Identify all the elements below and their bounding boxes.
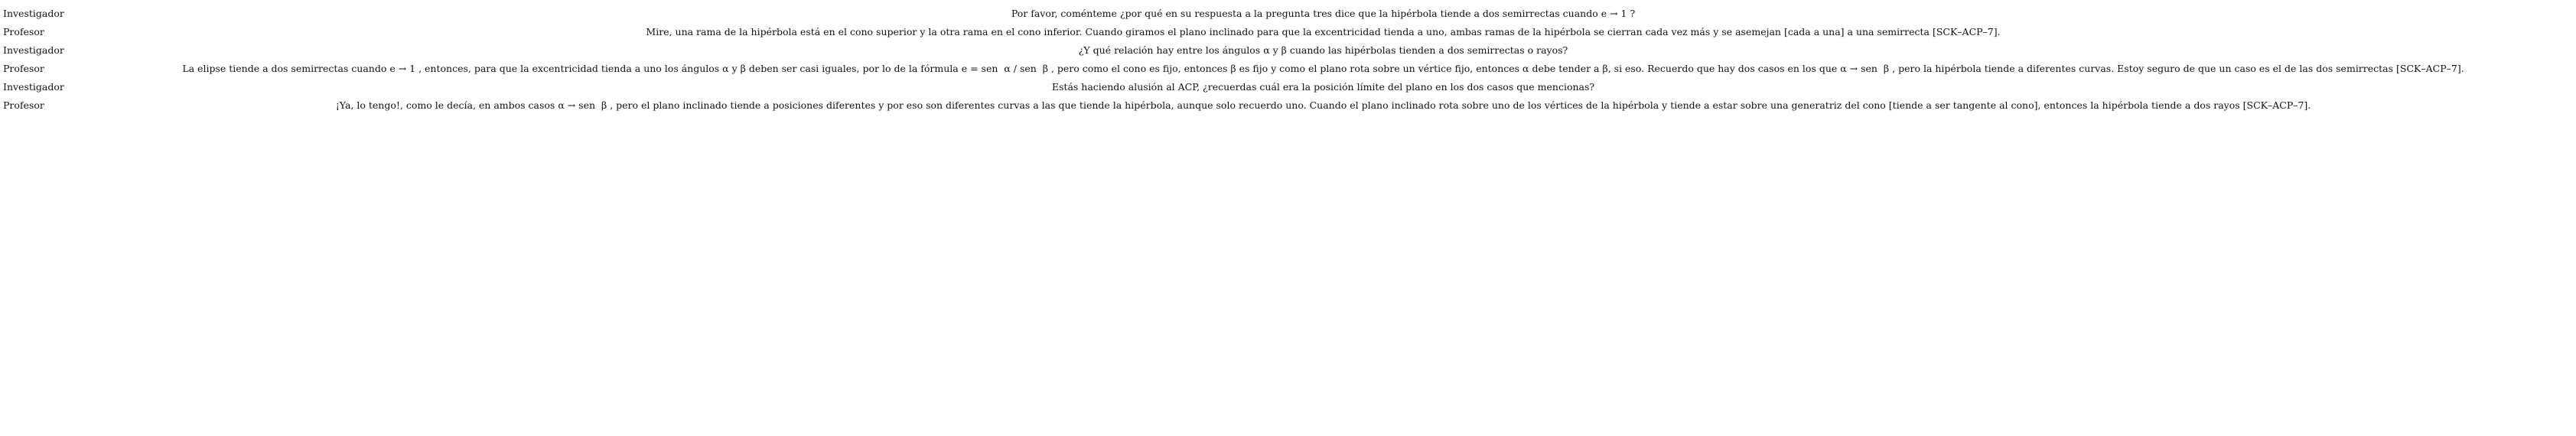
utterance-text: ¡Ya, lo tengo!, como le decía, en ambos casos α → sen ⁡ β , pero el plano inclinado tiende a posiciones diferentes y por eso son diferentes curvas a las que tiende la hipérbola, aunque solo recuerdo uno. Cuando el plano inclinado rota sobre uno de los vértices de la hipérbola y tiende a estar sobre una generatriz del cono [tiende a ser tangente al cono], entonces la hipérbola tiende a dos rayos [SCK–ACP–7]. [335, 99, 2311, 111]
utterance-text: Estás haciendo alusión al ACP, ¿recuerdas cuál era la posición límite del plano en los dos casos que mencionas? [1051, 81, 1595, 93]
utterance-text: Mire, una rama de la hipérbola está en el cono superior y la otra rama en el cono inferior. Cuando giramos el plano inclinado para que la excentricidad tienda a uno, ambas ramas de la hipérbola se cierran cada vez más y se asemejan [cada a una] a una semirrecta [SCK–ACP–7]. [646, 26, 2001, 37]
transcript-row [3, 60, 2573, 78]
transcript-row [3, 5, 2573, 23]
utterance-text: La elipse tiende a dos semirrectas cuando e → 1 , entonces, para que la excentricidad tienda a uno los ángulos α y β deben ser casi iguales, por lo de la fórmula e = sen ⁡ α / sen ⁡ β , pero como el cono es fijo, entonces β es fijo y como el plano rota sobre un vértice fijo, entonces α debe tender a β, si eso. Recuerdo que hay dos casos en los que α → sen ⁡ β , pero la hipérbola tiende a diferentes curvas. Estoy seguro de que un caso es el de las dos semirrectas [SCK–ACP–7]. [182, 63, 2464, 74]
speaker-label: Investigador [3, 8, 64, 19]
transcript-table [3, 5, 2573, 115]
utterance-text: Por favor, coménteme ¿por qué en su respuesta a la pregunta tres dice que la hipérbola tiende a dos semirrectas cuando e → 1 ? [1011, 8, 1636, 19]
speaker-label: Investigador [3, 44, 64, 56]
transcript-row [3, 23, 2573, 41]
speaker-label: Profesor [3, 99, 44, 111]
transcript-row [3, 41, 2573, 60]
speaker-label: Profesor [3, 26, 44, 37]
transcript-row [3, 96, 2573, 115]
speaker-label: Investigador [3, 81, 64, 93]
transcript-row [3, 78, 2573, 96]
utterance-text: ¿Y qué relación hay entre los ángulos α y β cuando las hipérbolas tienden a dos semirrectas o rayos? [1078, 44, 1568, 56]
speaker-label: Profesor [3, 63, 44, 74]
